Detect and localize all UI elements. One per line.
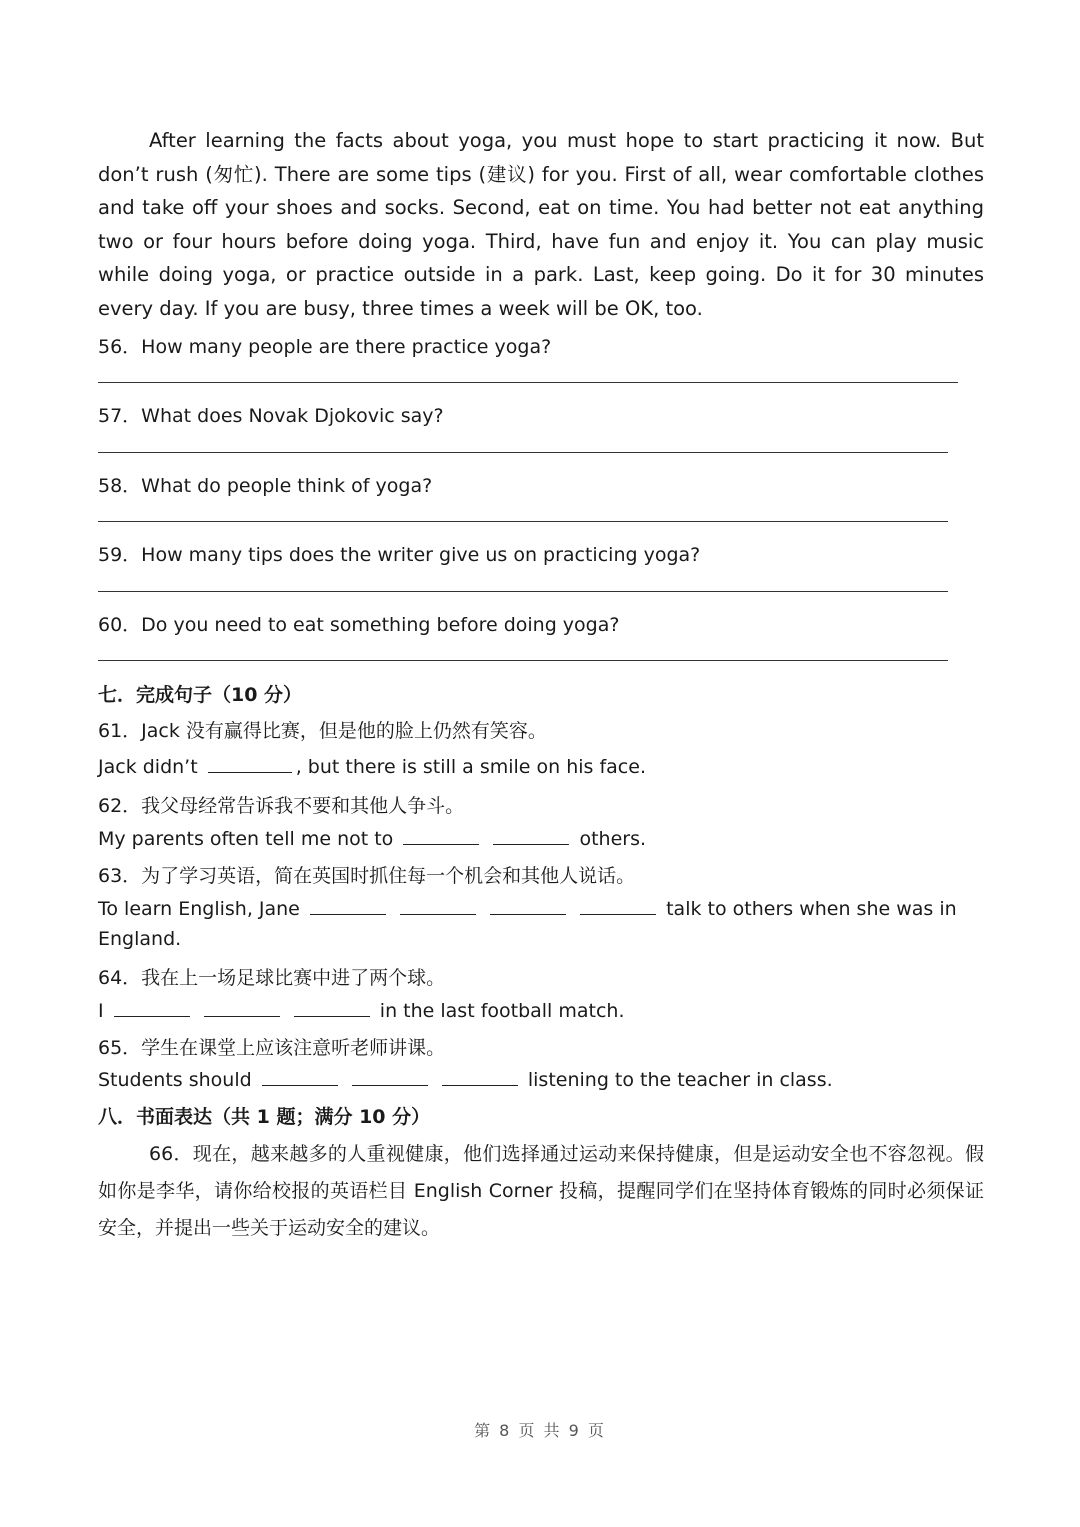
item-64-text-after: in the last football match. (379, 1000, 625, 1022)
answer-line-59[interactable] (98, 591, 948, 592)
section-heading-7: 七．完成句子（10 分） (98, 684, 303, 706)
item-64-chinese: 64．我在上一场足球比赛中进了两个球。 (98, 967, 446, 989)
item-61-text-before: Jack didn’t (98, 756, 198, 778)
blank-61-1[interactable] (208, 754, 292, 773)
item-64-text-before: I (98, 1000, 104, 1022)
blank-65-1[interactable] (262, 1067, 338, 1086)
item-61-text-after: , but there is still a smile on his face. (295, 756, 646, 778)
item-65-english (98, 1067, 833, 1091)
item-62-chinese: 62．我父母经常告诉我不要和其他人争斗。 (98, 795, 465, 817)
writing-prompt-66: 66．现在，越来越多的人重视健康，他们选择通过运动来保持健康，但是运动安全也不容忽视。假如你是李华，请你给校报的英语栏目 English Corner 投稿，提醒同学们在坚持体育锻炼的同时必须保证安全，并提出一些关于运动安全的建议。 (98, 1143, 984, 1239)
question-58: 58．What do people think of yoga? (98, 475, 433, 497)
page-footer: 第 8 页 共 9 页 (474, 1421, 606, 1440)
blank-63-2[interactable] (400, 896, 476, 915)
item-61-chinese: 61．Jack 没有赢得比赛，但是他的脸上仍然有笑容。 (98, 720, 547, 742)
item-63-text-after: talk to others when she was in (666, 898, 957, 920)
item-62-text-after: others. (579, 828, 647, 850)
item-62-english (98, 826, 646, 850)
answer-line-56[interactable] (98, 382, 958, 383)
blank-64-2[interactable] (204, 998, 280, 1017)
blank-64-1[interactable] (114, 998, 190, 1017)
item-62-text-before: My parents often tell me not to (98, 828, 394, 850)
reading-passage: After learning the facts about yoga, you must hope to start practicing it now. But don’t rush (匆忙). There are some tips (建议) for you. First of all, wear comfortable clothes and take off your shoes and socks. Second, eat on time. You had better not eat anything two or four hours before doing yoga. Third, have fun and enjoy it. You can play music while doing yoga, or practice outside in a park. Last, keep going. Do it for 30 minutes every day. If you are busy, three times a week will be OK, too. (98, 129, 984, 320)
item-65-chinese: 65．学生在课堂上应该注意听老师讲课。 (98, 1037, 446, 1059)
blank-63-1[interactable] (310, 896, 386, 915)
question-57: 57．What does Novak Djokovic say? (98, 405, 444, 427)
question-56: 56．How many people are there practice yoga? (98, 336, 552, 358)
item-63-english-line2: England. (98, 928, 182, 950)
item-65-text-before: Students should (98, 1069, 252, 1091)
answer-line-57[interactable] (98, 452, 948, 453)
blank-63-4[interactable] (580, 896, 656, 915)
blank-64-3[interactable] (294, 998, 370, 1017)
item-63-chinese: 63．为了学习英语，简在英国时抓住每一个机会和其他人说话。 (98, 865, 636, 887)
question-60: 60．Do you need to eat something before doing yoga? (98, 614, 620, 636)
answer-line-58[interactable] (98, 521, 948, 522)
item-61-english (98, 754, 646, 778)
item-65-text-after: listening to the teacher in class. (527, 1069, 833, 1091)
answer-line-60[interactable] (98, 660, 948, 661)
blank-65-2[interactable] (352, 1067, 428, 1086)
item-63-english (98, 896, 957, 920)
blank-63-3[interactable] (490, 896, 566, 915)
section-heading-8: 八．书面表达（共 1 题；满分 10 分） (98, 1106, 431, 1128)
item-64-english (98, 998, 625, 1022)
blank-62-2[interactable] (493, 826, 569, 845)
blank-65-3[interactable] (442, 1067, 518, 1086)
item-63-text-before: To learn English, Jane (98, 898, 300, 920)
blank-62-1[interactable] (403, 826, 479, 845)
question-59: 59．How many tips does the writer give us on practicing yoga? (98, 544, 701, 566)
